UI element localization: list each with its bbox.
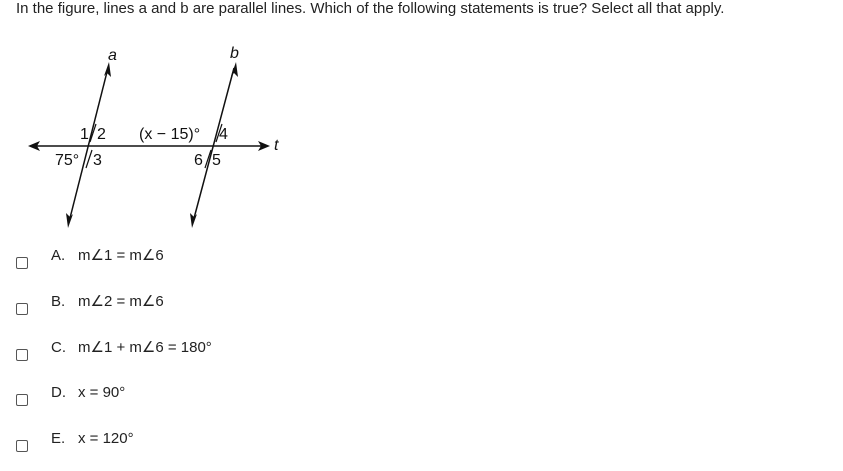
checkbox-d[interactable] xyxy=(16,394,28,406)
line-b-bottom-arrow xyxy=(190,213,197,228)
question-text: In the figure, lines a and b are parallel lines. Which of the following statements is true? Select all that apply. xyxy=(16,0,725,17)
line-b xyxy=(193,68,234,222)
checkbox-b[interactable] xyxy=(16,303,28,315)
option-a-letter: A. xyxy=(51,247,66,264)
line-b-label: b xyxy=(230,45,239,62)
angle-x-label: (x − 15)° xyxy=(139,126,201,143)
option-e[interactable] xyxy=(16,430,134,452)
angle-5-label: 5 xyxy=(212,152,221,169)
option-d-text: x = 90° xyxy=(78,384,126,401)
checkbox-a[interactable] xyxy=(16,257,28,269)
option-b[interactable] xyxy=(16,293,164,315)
line-a-top-arrow xyxy=(104,62,111,77)
option-e-letter: E. xyxy=(51,430,66,447)
checkbox-e[interactable] xyxy=(16,440,28,452)
angle-6-label: 6 xyxy=(194,152,203,169)
line-a-bottom-arrow xyxy=(66,213,73,228)
option-e-text: x = 120° xyxy=(78,430,134,447)
option-a-text: m∠1 = m∠6 xyxy=(78,247,164,264)
angle-75-label: 75° xyxy=(55,152,80,169)
line-t-label: t xyxy=(274,137,279,154)
line-a-label: a xyxy=(108,47,117,64)
option-a[interactable] xyxy=(16,247,164,269)
option-d[interactable] xyxy=(16,384,126,406)
angle-2-label: 2 xyxy=(97,126,106,143)
option-c[interactable] xyxy=(16,339,212,361)
option-c-letter: C. xyxy=(51,339,66,356)
option-d-letter: D. xyxy=(51,384,66,401)
angle-3-label: 3 xyxy=(93,152,102,169)
option-b-letter: B. xyxy=(51,293,66,310)
angle-4-label: 4 xyxy=(219,126,228,143)
line-b-top-arrow xyxy=(231,62,238,77)
checkbox-c[interactable] xyxy=(16,349,28,361)
option-c-text: m∠1 + m∠6 = 180° xyxy=(78,339,212,356)
line-a xyxy=(69,68,108,222)
angle-1-label: 1 xyxy=(80,126,89,143)
option-b-text: m∠2 = m∠6 xyxy=(78,293,164,310)
